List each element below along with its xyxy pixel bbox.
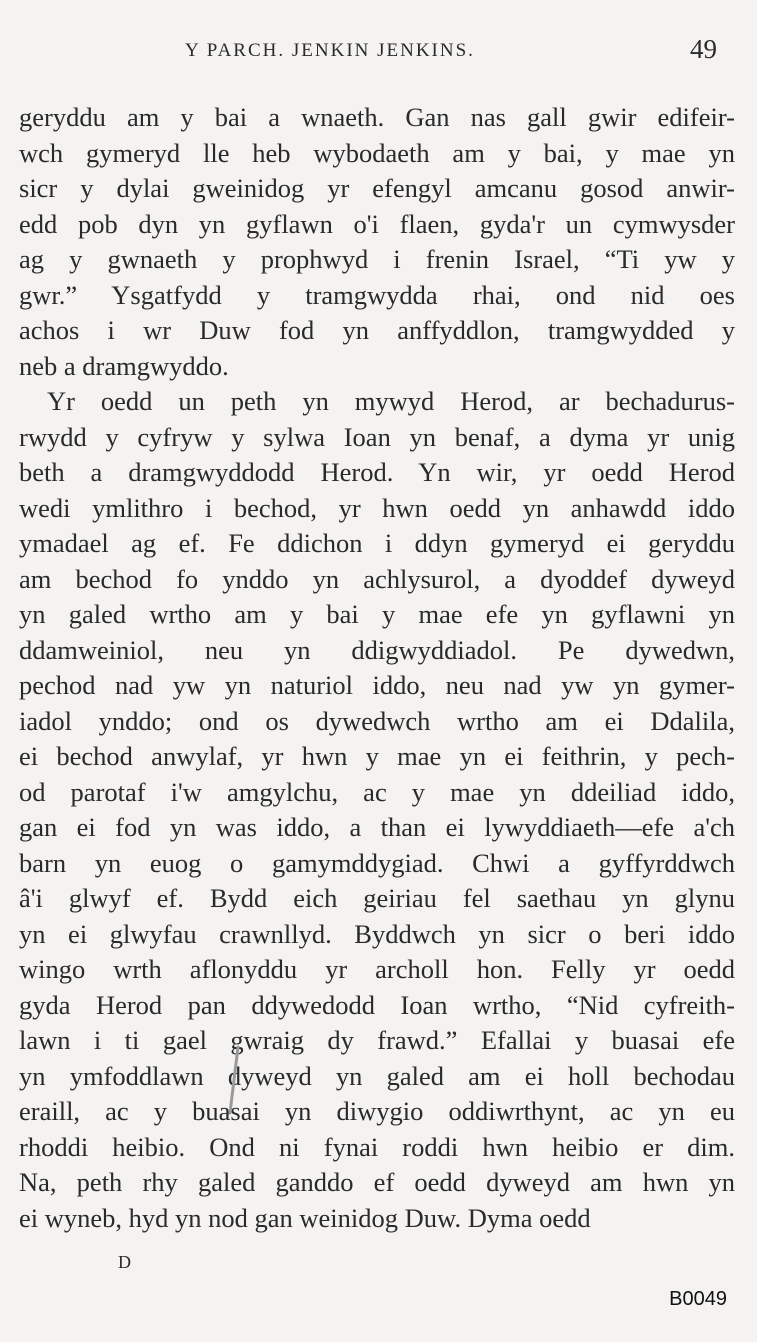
text-line: eraill, ac y buasai yn diwygio oddiwrthynt, ac yn eu — [19, 1096, 735, 1126]
text-line: yn ei glwyfau crawnllyd. Byddwch yn sicr o beri iddo — [19, 918, 735, 949]
text-line: geryddu am y bai a wnaeth. Gan nas gall gwir edifeir- — [19, 102, 735, 132]
text-line: rhoddi heibio. Ond ni fynai roddi hwn heibio er dim. — [19, 1131, 735, 1162]
pencil-mark — [228, 1045, 240, 1115]
text-line: ei wyneb, hyd yn nod gan weinidog Duw. Dyma oedd — [19, 1202, 591, 1233]
signature-mark: D — [118, 1252, 131, 1272]
page-number: 49 — [690, 34, 717, 64]
text-line: wingo wrth aflonyddu yr archoll hon. Felly yr oedd — [19, 954, 735, 984]
text-line: gyda Herod pan ddywedodd Ioan wrtho, “Nid cyfreith- — [19, 989, 735, 1020]
text-line: Yr oedd un peth yn mywyd Herod, ar bechadurus- — [47, 386, 735, 416]
text-line: ag y gwnaeth y prophwyd i frenin Israel, “Ti yw y — [19, 244, 735, 274]
page-code: B0049 — [669, 1288, 727, 1310]
text-line: rwydd y cyfryw y sylwa Ioan yn benaf, a dyma yr unig — [19, 421, 735, 452]
text-line: ymadael ag ef. Fe ddichon i ddyn gymeryd ei geryddu — [19, 528, 735, 558]
text-line: barn yn euog o gamymddygiad. Chwi a gyffyrddwch — [19, 847, 735, 878]
text-line: pechod nad yw yn naturiol iddo, neu nad yw yn gymer- — [19, 670, 735, 700]
text-line: lawn i ti gael gwraig dy frawd.” Efallai y buasai efe — [19, 1025, 735, 1055]
text-line: iadol ynddo; ond os dywedwch wrtho am ei Ddalila, — [19, 705, 735, 736]
text-line: wch gymeryd lle heb wybodaeth am y bai, y mae yn — [19, 137, 735, 168]
running-title: Y PARCH. JENKIN JENKINS. — [185, 40, 475, 61]
text-line: neb a dramgwyddo. — [19, 350, 229, 381]
text-line: ddamweiniol, neu yn ddigwyddiadol. Pe dywedwn, — [19, 634, 735, 665]
text-line: gwr.” Ysgatfydd y tramgwydda rhai, ond nid oes — [19, 279, 735, 310]
text-line: od parotaf i'w amgylchu, ac y mae yn ddeiliad iddo, — [19, 776, 735, 807]
text-line: â'i glwyf ef. Bydd eich geiriau fel saethau yn glynu — [19, 883, 735, 913]
text-line: gan ei fod yn was iddo, a than ei lywyddiaeth—efe a'ch — [19, 812, 735, 842]
running-header — [0, 34, 757, 70]
text-line: yn galed wrtho am y bai y mae efe yn gyflawni yn — [19, 599, 735, 629]
text-line: wedi ymlithro i bechod, yr hwn oedd yn anhawdd iddo — [19, 492, 735, 523]
text-line: sicr y dylai gweinidog yr efengyl amcanu gosod anwir- — [19, 173, 735, 203]
body-text — [19, 100, 735, 1236]
text-line: ei bechod anwylaf, yr hwn y mae yn ei feithrin, y pech- — [19, 741, 735, 771]
text-line: yn ymfoddlawn dyweyd yn galed am ei holl bechodau — [19, 1060, 735, 1091]
text-line: Na, peth rhy galed ganddo ef oedd dyweyd am hwn yn — [19, 1167, 735, 1197]
text-line: beth a dramgwyddodd Herod. Yn wir, yr oedd Herod — [19, 457, 735, 487]
text-line: am bechod fo ynddo yn achlysurol, a dyoddef dyweyd — [19, 563, 735, 594]
text-line: edd pob dyn yn gyflawn o'i flaen, gyda'r un cymwysder — [19, 208, 735, 239]
text-line: achos i wr Duw fod yn anffyddlon, tramgwydded y — [19, 315, 735, 345]
